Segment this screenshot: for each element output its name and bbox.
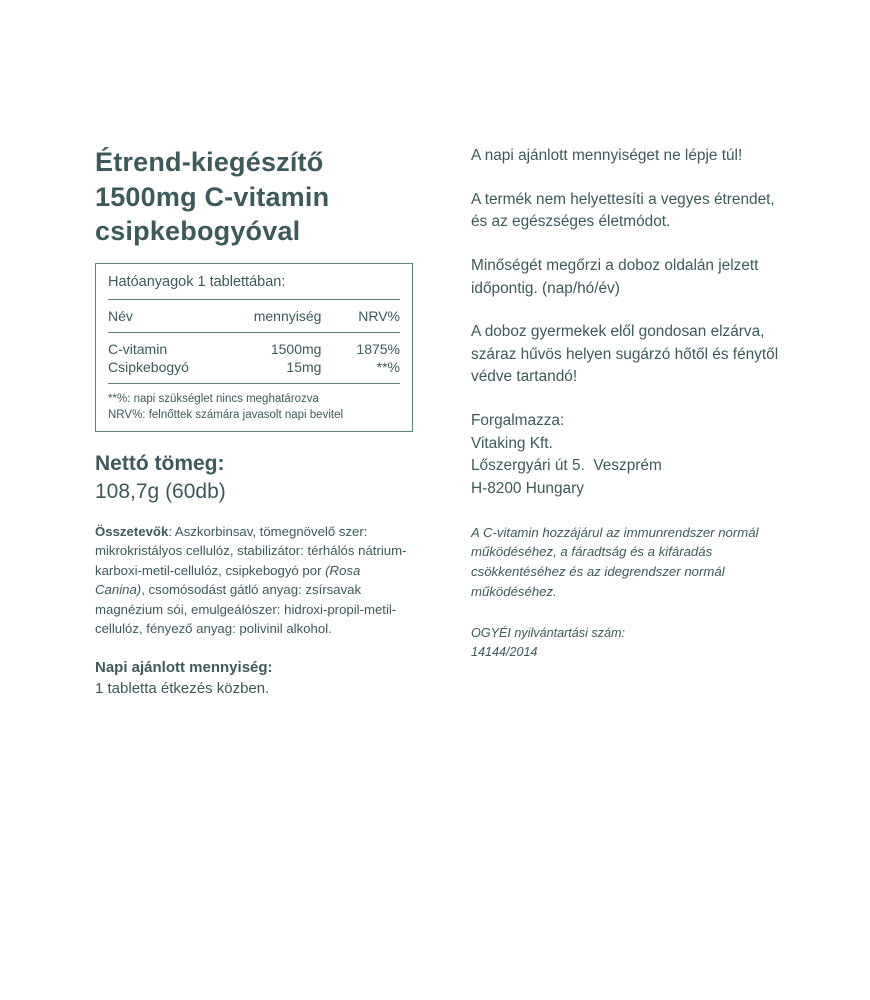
distributor-label: Forgalmazza: — [471, 412, 565, 430]
nutrient-nrv: 1875% — [356, 340, 400, 357]
warning-do-not-exceed: A napi ajánlott mennyiséget ne lépje túl! — [471, 147, 743, 164]
title-line-2: 1500mg C-vitamin — [95, 181, 330, 212]
column-header-nrv: NRV% — [339, 300, 400, 333]
nutrition-table-head — [108, 300, 400, 333]
distributor-city: H-8200 Hungary — [471, 480, 584, 498]
title-line-3: csipkebogyóval — [95, 216, 301, 247]
distributor-street: Lőszergyári út 5. Veszprém — [471, 457, 662, 475]
table-row — [108, 332, 400, 358]
nutrient-nrv: **% — [339, 358, 400, 384]
daily-dose-label: Napi ajánlott mennyiség: — [95, 658, 273, 676]
ingredients-label: Összetevők — [95, 523, 169, 539]
ingredients-text-part-1: : Aszkorbinsav, tömegnövelő szer: mikrokristályos cellulóz, stabilizátor: térhálós nátrium-karboxi-metil-cellulóz, csipkebogyó por — [95, 523, 407, 578]
ingredients-paragraph — [95, 522, 413, 639]
net-weight-label: Nettó tömeg: — [95, 452, 225, 476]
table-row — [108, 358, 400, 384]
nutrient-name: Csipkebogyó — [108, 358, 220, 384]
column-header-amount: mennyiség — [220, 300, 339, 333]
nutrition-table — [108, 300, 400, 384]
daily-dose-value: 1 tabletta étkezés közben. — [95, 680, 270, 698]
health-claim: A C-vitamin hozzájárul az immunrendszer normál működéséhez, a fáradtság és a kifáradás csökkentéséhez és az idegrendszer normál működéséhez. — [471, 524, 759, 600]
net-weight-value: 108,7g (60db) — [95, 480, 226, 504]
nutrient-name: C-vitamin — [108, 340, 168, 357]
title-line-1: Étrend-kiegészítő — [95, 147, 324, 177]
registration-number: 14144/2014 — [471, 644, 538, 659]
ingredients-text-part-2: , csomósodást gátló anyag: zsírsavak magnézium sói, emulgeálószer: hidroxi-propil-metil-cellulóz, fényező anyag: polivinil alkohol. — [95, 582, 397, 637]
table-header-row — [108, 300, 400, 333]
footnote-nrv-undefined: **%: napi szükséglet nincs meghatározva — [108, 392, 319, 405]
nutrition-table-body — [108, 332, 400, 383]
nutrient-amount: 15mg — [220, 358, 339, 384]
distributor-block — [471, 410, 785, 501]
nutrition-heading: Hatóanyagok 1 tablettában: — [108, 274, 400, 300]
registration-block — [471, 624, 785, 662]
warning-not-substitute: A termék nem helyettesíti a vegyes étrendet, és az egészséges életmódot. — [471, 190, 775, 231]
label-columns — [95, 145, 785, 700]
left-column — [95, 145, 413, 700]
footnote-nrv-definition: NRV%: felnőttek számára javasolt napi bevitel — [108, 408, 344, 421]
right-column — [471, 145, 785, 700]
column-header-name: Név — [108, 300, 220, 333]
distributor-company: Vitaking Kft. — [471, 434, 553, 452]
nutrient-amount: 1500mg — [270, 340, 322, 357]
registration-label: OGYÉI nyilvántartási szám: — [471, 625, 625, 640]
ingredients-latin-name: (Rosa Canina) — [95, 562, 361, 598]
best-before-note: Minőségét megőrzi a doboz oldalán jelzett időpontig. (nap/hó/év) — [471, 256, 759, 297]
nutrition-footnotes — [108, 384, 400, 424]
page-title — [95, 145, 413, 249]
nutrition-panel — [95, 263, 413, 433]
storage-note: A doboz gyermekek elől gondosan elzárva, száraz hűvös helyen sugárzó hőtől és fénytől védve tartandó! — [471, 323, 779, 386]
